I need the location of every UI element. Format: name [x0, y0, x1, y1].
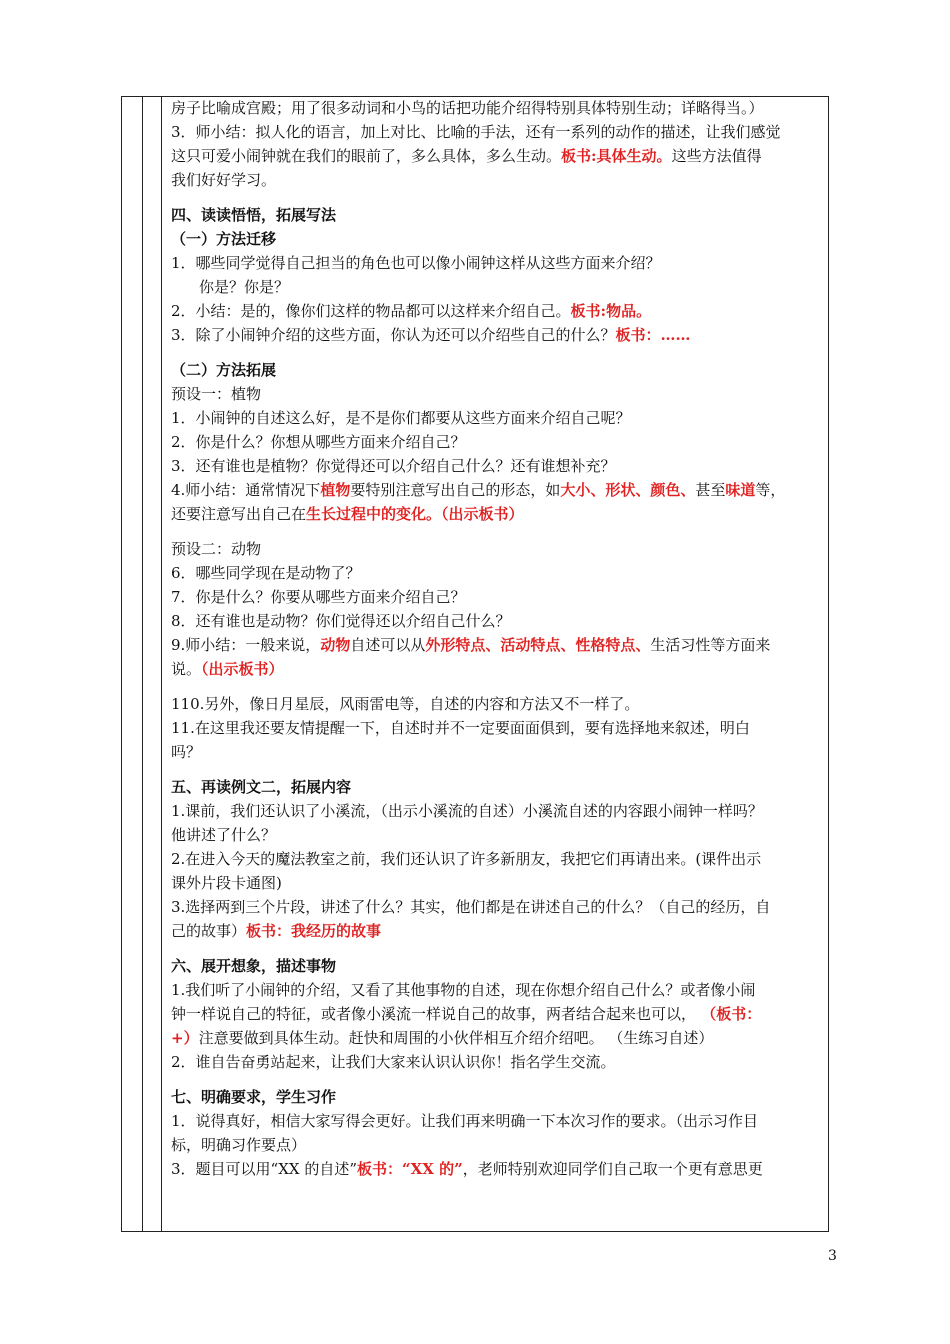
- text-segment: 1．哪些同学觉得自己担当的角色也可以像小闹钟这样从这些方面来介绍？: [171, 254, 661, 272]
- text-segment: 标，明确习作要点）: [171, 1136, 307, 1154]
- text-line: [171, 633, 823, 657]
- text-segment: 1.我们听了小闹钟的介绍，又看了其他事物的自述，现在你想介绍自己什么？或者像小闹: [171, 981, 756, 999]
- text-segment: 己的故事）: [171, 922, 247, 940]
- text-line: [171, 1002, 823, 1026]
- text-line: [171, 716, 823, 740]
- paragraph-gap: [171, 764, 823, 775]
- text-segment: 我们好好学习。: [171, 171, 277, 189]
- text-segment: 3．还有谁也是植物？你觉得还可以介绍自己什么？还有谁想补充？: [171, 457, 616, 475]
- blackboard-note: （出示板书）: [201, 660, 284, 678]
- lesson-plan-content: [171, 96, 823, 1181]
- text-segment: 生活习性等方面来: [650, 636, 771, 654]
- blackboard-note: 板书：“XX 的”: [357, 1160, 463, 1178]
- text-line: [171, 382, 823, 406]
- text-line: [171, 502, 823, 526]
- section-heading: 五、再读例文二，拓展内容: [171, 778, 352, 796]
- text-segment: 110.另外，像日月星辰，风雨雷电等，自述的内容和方法又不一样了。: [171, 695, 640, 713]
- text-line: [171, 585, 823, 609]
- text-line: [171, 430, 823, 454]
- text-segment: 预设二：动物: [171, 540, 262, 558]
- text-segment: 3．题目可以用“XX 的自述”: [171, 1160, 358, 1178]
- text-segment: 3．除了小闹钟介绍的这些方面，你认为还可以介绍些自己的什么？: [171, 326, 616, 344]
- text-segment: 2．你是什么？你想从哪些方面来介绍自己？: [171, 433, 466, 451]
- paragraph-gap: [171, 192, 823, 203]
- text-segment: 8．还有谁也是动物？你们觉得还以介绍自己什么？: [171, 612, 511, 630]
- text-segment: 注意要做到具体生动。赶快和周围的小伙伴相互介绍介绍吧。 （生练习自述）: [198, 1029, 714, 1047]
- paragraph-gap: [171, 526, 823, 537]
- text-segment: 说。: [171, 660, 202, 678]
- text-segment: 3.选择两到三个片段，讲述了什么？其实，他们都是在讲述自己的什么？（自己的经历，自: [171, 898, 771, 916]
- text-line: [171, 847, 823, 871]
- table-column-divider: [142, 97, 143, 1231]
- text-line: [171, 299, 823, 323]
- text-line: [171, 1050, 823, 1074]
- text-segment: 甚至: [695, 481, 726, 499]
- paragraph-gap: [171, 681, 823, 692]
- text-line: [171, 1133, 823, 1157]
- text-segment: 要特别注意写出自己的形态，如: [350, 481, 561, 499]
- text-line: [171, 775, 823, 799]
- text-line: [171, 740, 823, 764]
- text-segment: 11.在这里我还要友情提醒一下，自述时并不一定要面面俱到，要有选择地来叙述，明白: [171, 719, 750, 737]
- text-segment: 7．你是什么？你要从哪些方面来介绍自己？: [171, 588, 466, 606]
- text-segment: ，老师特别欢迎同学们自己取一个更有意思更: [462, 1160, 763, 1178]
- blackboard-note: 植物: [320, 481, 351, 499]
- page-number: 3: [828, 1248, 837, 1264]
- text-segment: 9.师小结：一般来说，: [171, 636, 321, 654]
- blackboard-note: 板书:具体生动。: [561, 147, 672, 165]
- text-segment: 吗？: [171, 743, 202, 761]
- table-column-divider: [161, 97, 162, 1231]
- text-segment: 这些方法值得: [671, 147, 762, 165]
- text-segment: 6．哪些同学现在是动物了？: [171, 564, 361, 582]
- section-heading: （一）方法迁移: [171, 230, 277, 248]
- blackboard-note: 外形特点、活动特点、性格特点、: [425, 636, 651, 654]
- text-segment: 1．说得真好，相信大家写得会更好。让我们再来明确一下本次习作的要求。（出示习作目: [171, 1112, 759, 1130]
- text-segment: 这只可爱小闹钟就在我们的眼前了，多么具体，多么生动。: [171, 147, 562, 165]
- section-heading: 六、展开想象，描述事物: [171, 957, 337, 975]
- text-line: [171, 537, 823, 561]
- text-segment: 1．小闹钟的自述这么好，是不是你们都要从这些方面来介绍自己呢？: [171, 409, 631, 427]
- text-line: [171, 954, 823, 978]
- paragraph-gap: [171, 347, 823, 358]
- paragraph-gap: [171, 1074, 823, 1085]
- blackboard-note: （板书：: [696, 1005, 762, 1023]
- text-line: [171, 1085, 823, 1109]
- section-heading: 七、明确要求，学生习作: [171, 1088, 337, 1106]
- text-line: [171, 692, 823, 716]
- section-heading: （二）方法拓展: [171, 361, 277, 379]
- text-line: [171, 168, 823, 192]
- text-line: [171, 203, 823, 227]
- blackboard-note: 板书：……: [615, 326, 691, 344]
- text-segment: 还要注意写出自己在: [171, 505, 307, 523]
- text-line: [171, 358, 823, 382]
- text-line: [171, 251, 823, 275]
- text-line: [171, 871, 823, 895]
- text-segment: 等，: [755, 481, 786, 499]
- text-line: [171, 1109, 823, 1133]
- text-line: [171, 144, 823, 168]
- text-line: [171, 120, 823, 144]
- text-segment: 3．师小结：拟人化的语言，加上对比、比喻的手法，还有一系列的动作的描述，让我们感觉: [171, 123, 781, 141]
- blackboard-note: 大小、形状、颜色、: [560, 481, 696, 499]
- text-line: [171, 657, 823, 681]
- text-line: [171, 609, 823, 633]
- text-line: [171, 1157, 823, 1181]
- text-line: [171, 454, 823, 478]
- blackboard-note: 味道: [725, 481, 756, 499]
- text-segment: 你是？你是？: [199, 278, 290, 296]
- text-segment: 房子比喻成宫殿；用了很多动词和小鸟的话把功能介绍得特别具体特别生动；详略得当。）: [171, 99, 764, 117]
- blackboard-note: 板书:物品。: [570, 302, 652, 320]
- text-segment: 2．小结：是的，像你们这样的物品都可以这样来介绍自己。: [171, 302, 571, 320]
- text-line: [171, 799, 823, 823]
- text-segment: 自述可以从: [350, 636, 426, 654]
- paragraph-gap: [171, 943, 823, 954]
- blackboard-note: 动物: [320, 636, 351, 654]
- blackboard-note: +）: [171, 1029, 199, 1047]
- text-line: [171, 823, 823, 847]
- text-segment: 1.课前，我们还认识了小溪流，（出示小溪流的自述）小溪流自述的内容跟小闹钟一样吗？: [171, 802, 763, 820]
- text-line: [171, 478, 823, 502]
- text-segment: 4.师小结：通常情况下: [171, 481, 321, 499]
- text-line: [171, 978, 823, 1002]
- text-line: [171, 561, 823, 585]
- text-segment: 他讲述了什么？: [171, 826, 277, 844]
- text-line: [171, 895, 823, 919]
- text-segment: 2．谁自告奋勇站起来，让我们大家来认识认识你！指名学生交流。: [171, 1053, 616, 1071]
- text-segment: 预设一：植物: [171, 385, 262, 403]
- text-line: [171, 323, 823, 347]
- text-segment: 2.在进入今天的魔法教室之前，我们还认识了许多新朋友，我把它们再请出来。(课件出示: [171, 850, 762, 868]
- section-heading: 四、读读悟悟，拓展写法: [171, 206, 337, 224]
- text-line: [171, 1026, 823, 1050]
- text-line: [171, 96, 823, 120]
- text-line: [171, 275, 823, 299]
- blackboard-note: 生长过程中的变化。（出示板书）: [306, 505, 524, 523]
- text-line: [171, 919, 823, 943]
- text-segment: 课外片段卡通图): [171, 874, 282, 892]
- blackboard-note: 板书：我经历的故事: [246, 922, 382, 940]
- text-line: [171, 227, 823, 251]
- text-segment: 钟一样说自己的特征，或者像小溪流一样说自己的故事，两者结合起来也可以，: [171, 1005, 697, 1023]
- text-line: [171, 406, 823, 430]
